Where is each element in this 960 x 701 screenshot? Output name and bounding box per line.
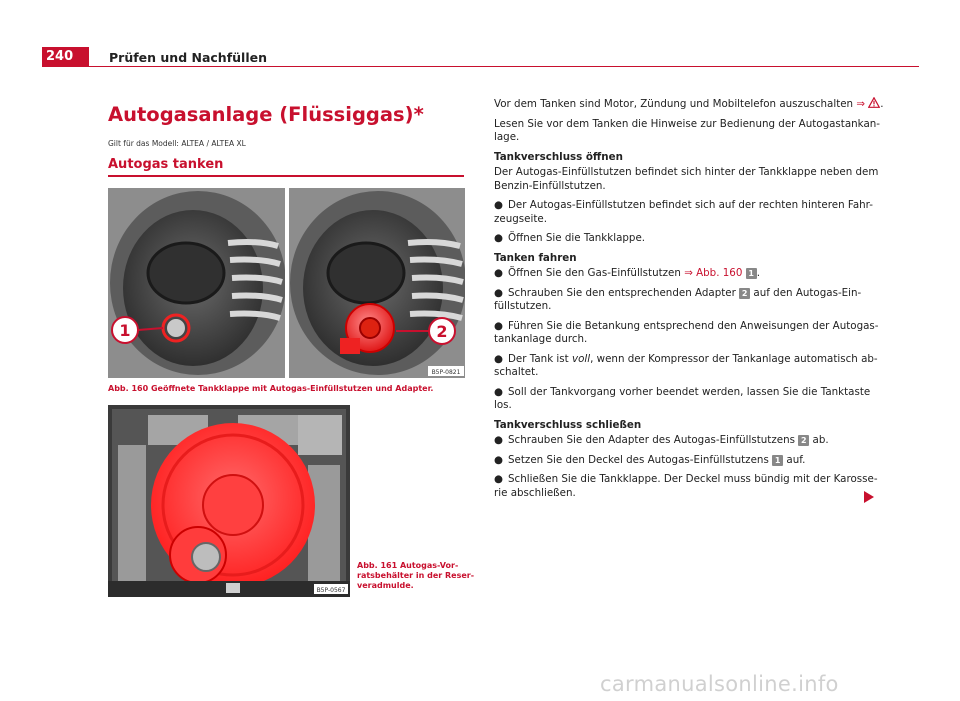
bullet: ● [494, 352, 503, 365]
header-title: Prüfen und Nachfüllen [109, 50, 267, 65]
figure-160-fuel-flap [108, 188, 465, 378]
bullet: ● [494, 232, 503, 244]
bullet: ● [494, 434, 503, 446]
figure-161-caption [357, 561, 475, 591]
bullet: ● [494, 319, 503, 332]
warning-ref[interactable]: ⇒ [856, 98, 866, 110]
continue-arrow-icon[interactable] [864, 491, 874, 503]
body-text [494, 97, 924, 506]
figure-161-gas-tank [108, 405, 350, 597]
list-item: ● Schrauben Sie den Adapter des Autogas-Einfüllstutzens 2 ab. [494, 434, 829, 446]
caption-line: ratsbehälter in der Reser- [357, 571, 475, 580]
list-item: ● Öffnen Sie den Gas-Einfüllstutzen ⇒ Abb. 160 1 . [494, 267, 760, 279]
caption-line: veradmulde. [357, 581, 414, 590]
list-item: ● Der Autogas-Einfüllstutzen befindet sich auf der rechten hinteren Fahr- zeugseite. [494, 199, 873, 225]
subheading-close: Tankverschluss schließen [494, 418, 642, 431]
list-item: ● Führen Sie die Betankung entsprechend den Anweisungen der Autogas- tankanlage durch. [494, 319, 879, 345]
list-item: ● Schließen Sie die Tankklappe. Der Deckel muss bündig mit der Karosse- rie abschließen. [494, 473, 878, 499]
figure-160-caption: Abb. 160 Geöffnete Tankklappe mit Autogas-Einfüllstutzen und Adapter. [108, 384, 434, 393]
caption-line: Abb. 161 Autogas-Vor- [357, 561, 459, 570]
subheading-open: Tankverschluss öffnen [494, 150, 623, 163]
figure-ref-link[interactable]: ⇒ Abb. 160 [684, 267, 743, 279]
list-item: ● Setzen Sie den Deckel des Autogas-Einfüllstutzens 1 auf. [494, 453, 806, 466]
bullet: ● [494, 286, 503, 299]
topic-title: Autogas tanken [108, 157, 224, 172]
bullet: ● [494, 267, 503, 279]
paragraph: Lesen Sie vor dem Tanken die Hinweise zur Bedienung der Autogastankan- lage. [494, 117, 881, 143]
callout-2: 2 [436, 322, 448, 341]
bullet: ● [494, 385, 503, 398]
callout-1: 1 [119, 321, 131, 340]
list-item: ● Schrauben Sie den entsprechenden Adapter 2 auf den Autogas-Ein- füllstutzen. [494, 286, 862, 312]
intro-paragraph: Vor dem Tanken sind Motor, Zündung und Mobiltelefon auszuschalten ⇒ . [494, 98, 884, 110]
model-applicability: Gilt für das Modell: ALTEA / ALTEA XL [108, 139, 246, 148]
section-title: Autogasanlage (Flüssiggas)* [108, 103, 424, 126]
callout-number: 1 [746, 268, 757, 279]
bullet: ● [494, 453, 503, 466]
paragraph: Der Autogas-Einfüllstutzen befindet sich hinter der Tankklappe neben dem Benzin-Einfüllstutzen. [494, 166, 879, 192]
topic-divider [108, 175, 464, 177]
bullet: ● [494, 199, 503, 211]
warning-triangle-icon [868, 97, 880, 108]
list-item: ● Öffnen Sie die Tankklappe. [494, 232, 646, 244]
header-divider [89, 66, 919, 67]
figure-161-code: B5P-0567 [316, 587, 346, 594]
subheading-refuel: Tanken fahren [494, 251, 577, 264]
bullet: ● [494, 473, 503, 485]
watermark: carmanualsonline.info [600, 672, 839, 696]
list-item: ● Soll der Tankvorgang vorher beendet werden, lassen Sie die Tanktaste los. [494, 385, 871, 411]
list-item: ● Der Tank ist voll, wenn der Kompressor der Tankanlage automatisch ab- schaltet. [494, 352, 878, 378]
callout-number: 2 [739, 288, 750, 299]
callout-number: 2 [798, 435, 809, 446]
callout-number: 1 [772, 455, 783, 466]
figure-160-code: B5P-0821 [431, 369, 461, 376]
page-number: 240 [46, 49, 74, 64]
